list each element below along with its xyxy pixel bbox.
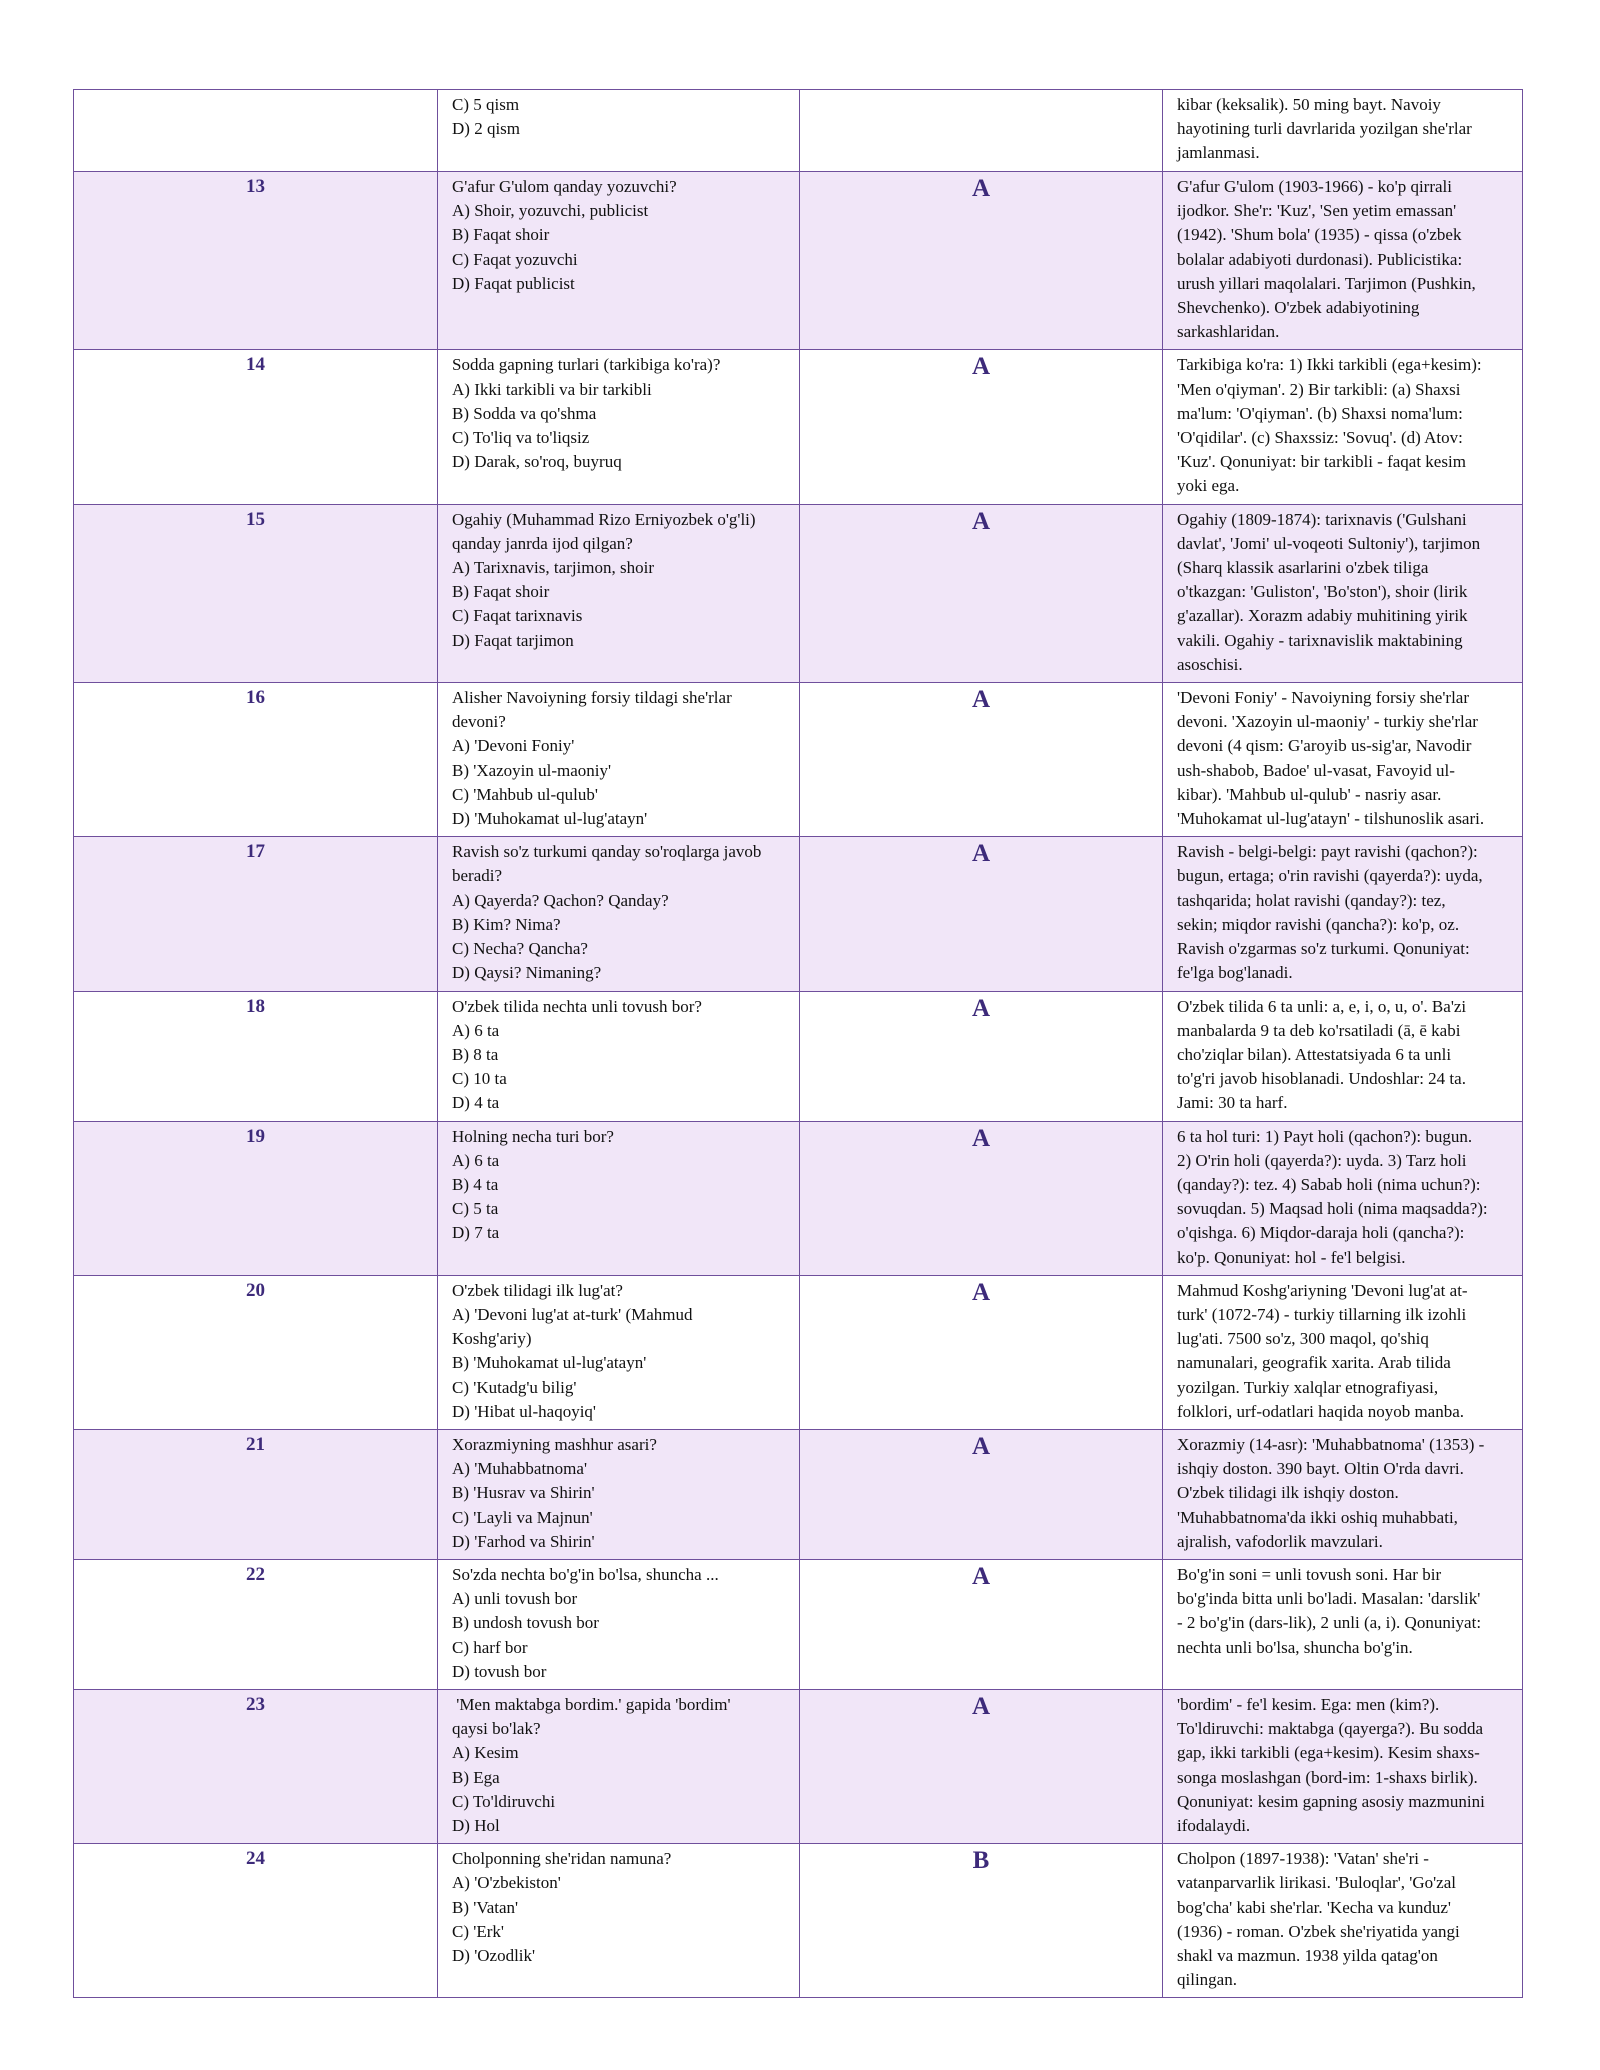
explanation-line: Ravish - belgi-belgi: payt ravishi (qachon?): xyxy=(1177,842,1478,862)
explanation-line: O'zbek tilidagi ilk ishqiy doston. xyxy=(1177,1483,1399,1503)
correct-answer: A xyxy=(800,350,1163,504)
question-line: A) Qayerda? Qachon? Qanday? xyxy=(452,890,669,910)
question-line: B) Faqat shoir xyxy=(452,225,550,245)
question-line: D) 2 qism xyxy=(452,119,520,139)
question-line: devoni? xyxy=(452,712,506,732)
explanation-line: (Sharq klassik asarlarini o'zbek tiliga xyxy=(1177,558,1429,578)
question-text xyxy=(438,1844,800,1998)
explanation-line: g'azallar). Xorazm adabiy muhitining yirik xyxy=(1177,606,1468,626)
question-line: D) Darak, so'roq, buyruq xyxy=(452,452,622,472)
explanation-line: ko'p. Qonuniyat: hol - fe'l belgisi. xyxy=(1177,1247,1406,1267)
explanation-line: qilingan. xyxy=(1177,1970,1237,1990)
explanation-line: tashqarida; holat ravishi (qanday?): tez, xyxy=(1177,890,1446,910)
question-text xyxy=(438,1559,800,1689)
explanation-line: yoki ega. xyxy=(1177,476,1240,496)
explanation-line: ifodalaydi. xyxy=(1177,1816,1251,1835)
explanation-text xyxy=(1163,837,1523,991)
explanation-line: turk' (1072-74) - turkiy tillarning ilk izohli xyxy=(1177,1304,1467,1324)
explanation-text xyxy=(1163,504,1523,682)
question-line: 'Men maktabga bordim.' gapida 'bordim' xyxy=(452,1694,731,1714)
question-line: A) 'Devoni Foniy' xyxy=(452,736,575,756)
question-line: Alisher Navoiyning forsiy tildagi she'rlar xyxy=(452,688,732,708)
explanation-text xyxy=(1163,683,1523,837)
explanation-line: ijodkor. She'r: 'Kuz', 'Sen yetim emassan' xyxy=(1177,201,1457,221)
explanation-line: Jami: 30 ta harf. xyxy=(1177,1093,1288,1113)
question-line: B) Faqat shoir xyxy=(452,582,550,602)
question-line: So'zda nechta bo'g'in bo'lsa, shuncha ... xyxy=(452,1564,719,1584)
question-line: D) Qaysi? Nimaning? xyxy=(452,963,602,983)
explanation-line: 'Muhokamat ul-lug'atayn' - tilshunoslik asari. xyxy=(1177,809,1485,829)
correct-answer xyxy=(800,90,1163,172)
explanation-line: bo'g'inda bitta unli bo'ladi. Masalan: 'darslik' xyxy=(1177,1589,1481,1609)
question-number: 20 xyxy=(74,1275,438,1429)
question-line: B) Kim? Nima? xyxy=(452,914,561,934)
explanation-line: 'Devoni Foniy' - Navoiyning forsiy she'rlar xyxy=(1177,688,1470,708)
correct-answer: A xyxy=(800,1275,1163,1429)
question-line: B) 'Vatan' xyxy=(452,1897,519,1917)
explanation-text xyxy=(1163,350,1523,504)
explanation-line: (1942). 'Shum bola' (1935) - qissa (o'zbek xyxy=(1177,225,1462,245)
question-line: A) 6 ta xyxy=(452,1020,500,1040)
explanation-line: (1936) - roman. O'zbek she'riyatida yangi xyxy=(1177,1921,1460,1941)
question-line: B) Sodda va qo'shma xyxy=(452,403,597,423)
explanation-line: davlat', 'Jomi' ul-voqeoti Sultoniy'), tarjimon xyxy=(1177,533,1481,553)
explanation-line: bolalar adabiyoti durdonasi). Publicistika: xyxy=(1177,249,1463,269)
question-line: B) 8 ta xyxy=(452,1044,499,1064)
question-line: Xorazmiyning mashhur asari? xyxy=(452,1434,657,1454)
explanation-line: 'Muhabbatnoma'da ikki oshiq muhabbati, xyxy=(1177,1507,1458,1527)
question-text xyxy=(438,1121,800,1275)
explanation-line: gap, ikki tarkibli (ega+kesim). Kesim shaxs- xyxy=(1177,1743,1480,1763)
explanation-line: manbalarda 9 ta deb ko'rsatiladi (ā, ē kabi xyxy=(1177,1020,1461,1040)
question-number: 16 xyxy=(74,683,438,837)
question-line: Sodda gapning turlari (tarkibiga ko'ra)? xyxy=(452,355,721,375)
explanation-line: o'tkazgan: 'Guliston', 'Bo'ston'), shoir (lirik xyxy=(1177,582,1468,602)
correct-answer: A xyxy=(800,991,1163,1121)
explanation-line: sekin; miqdor ravishi (qancha?): ko'p, oz. xyxy=(1177,914,1460,934)
explanation-line: vakili. Ogahiy - tarixnavislik maktabining xyxy=(1177,630,1463,650)
question-line: D) tovush bor xyxy=(452,1661,547,1681)
explanation-line: sarkashlaridan. xyxy=(1177,322,1280,342)
question-line: C) To'ldiruvchi xyxy=(452,1791,556,1811)
table-row xyxy=(74,1429,1523,1559)
question-line: C) 'Layli va Majnun' xyxy=(452,1507,593,1527)
table-row xyxy=(74,1275,1523,1429)
explanation-line: asoschisi. xyxy=(1177,654,1243,674)
question-line: B) 4 ta xyxy=(452,1174,499,1194)
question-text xyxy=(438,90,800,172)
question-line: A) Shoir, yozuvchi, publicist xyxy=(452,201,649,221)
question-line: A) 'Muhabbatnoma' xyxy=(452,1459,588,1479)
explanation-line: vatanparvarlik lirikasi. 'Buloqlar', 'Go'zal xyxy=(1177,1873,1456,1893)
question-line: C) 10 ta xyxy=(452,1069,507,1089)
explanation-line: (qanday?): tez. 4) Sabab holi (nima uchun?): xyxy=(1177,1174,1481,1194)
explanation-line: devoni (4 qism: G'aroyib us-sig'ar, Navodir xyxy=(1177,736,1472,756)
question-line: O'zbek tilida nechta unli tovush bor? xyxy=(452,996,702,1016)
question-line: Koshg'ariy) xyxy=(452,1329,532,1349)
explanation-text xyxy=(1163,991,1523,1121)
question-line: Ogahiy (Muhammad Rizo Erniyozbek o'g'li) xyxy=(452,509,756,529)
question-line: C) To'liq va to'liqsiz xyxy=(452,428,590,448)
explanation-line: shakl va mazmun. 1938 yilda qatag'on xyxy=(1177,1946,1438,1966)
correct-answer: A xyxy=(800,1559,1163,1689)
table-row xyxy=(74,350,1523,504)
qa-table xyxy=(73,89,1523,1998)
question-number: 15 xyxy=(74,504,438,682)
explanation-line: kibar (keksalik). 50 ming bayt. Navoiy xyxy=(1177,95,1441,114)
question-line: C) 'Kutadg'u bilig' xyxy=(452,1377,577,1397)
correct-answer: A xyxy=(800,683,1163,837)
question-line: B) 'Xazoyin ul-maoniy' xyxy=(452,760,612,780)
question-line: A) unli tovush bor xyxy=(452,1589,578,1609)
question-line: C) harf bor xyxy=(452,1637,528,1657)
explanation-text xyxy=(1163,172,1523,350)
qa-table-body xyxy=(74,90,1523,1998)
table-row xyxy=(74,172,1523,350)
explanation-line: 6 ta hol turi: 1) Payt holi (qachon?): bugun. xyxy=(1177,1126,1473,1146)
explanation-line: Ogahiy (1809-1874): tarixnavis ('Gulshani xyxy=(1177,509,1467,529)
question-number: 17 xyxy=(74,837,438,991)
question-line: beradi? xyxy=(452,866,503,886)
table-row xyxy=(74,1559,1523,1689)
question-number: 14 xyxy=(74,350,438,504)
explanation-text xyxy=(1163,1844,1523,1998)
explanation-line: fe'lga bog'lanadi. xyxy=(1177,963,1293,983)
question-number: 21 xyxy=(74,1429,438,1559)
question-line: D) 4 ta xyxy=(452,1093,500,1113)
question-line: A) 'Devoni lug'at at-turk' (Mahmud xyxy=(452,1304,693,1324)
explanation-line: nechta unli bo'lsa, shuncha bo'g'in. xyxy=(1177,1637,1413,1657)
question-number: 13 xyxy=(74,172,438,350)
question-line: B) undosh tovush bor xyxy=(452,1613,599,1633)
question-line: A) 6 ta xyxy=(452,1150,500,1170)
explanation-text xyxy=(1163,1559,1523,1689)
explanation-line: ishqiy doston. 390 bayt. Oltin O'rda davri. xyxy=(1177,1459,1464,1479)
explanation-line: - 2 bo'g'in (dars-lik), 2 unli (a, i). Qonuniyat: xyxy=(1177,1613,1482,1633)
explanation-line: 2) O'rin holi (qayerda?): uyda. 3) Tarz holi xyxy=(1177,1150,1467,1170)
explanation-line: O'zbek tilida 6 ta unli: a, e, i, o, u, o'. Ba'zi xyxy=(1177,996,1467,1016)
question-text xyxy=(438,172,800,350)
question-line: C) 5 ta xyxy=(452,1199,499,1219)
explanation-text xyxy=(1163,1429,1523,1559)
explanation-line: urush yillari maqolalari. Tarjimon (Pushkin, xyxy=(1177,273,1476,293)
explanation-line: to'g'ri javob hisoblanadi. Undoshlar: 24 ta. xyxy=(1177,1069,1466,1089)
question-line: A) Ikki tarkibli va bir tarkibli xyxy=(452,379,652,399)
explanation-line: jamlanmasi. xyxy=(1177,143,1260,163)
question-line: D) 'Farhod va Shirin' xyxy=(452,1531,595,1551)
question-line: Cholponning she'ridan namuna? xyxy=(452,1849,672,1869)
explanation-line: hayotining turli davrlarida yozilgan she'rlar xyxy=(1177,119,1472,139)
explanation-line: Xorazmiy (14-asr): 'Muhabbatnoma' (1353) - xyxy=(1177,1434,1485,1454)
explanation-line: yozilgan. Turkiy xalqlar etnografiyasi, xyxy=(1177,1377,1439,1397)
question-line: D) 'Muhokamat ul-lug'atayn' xyxy=(452,809,648,829)
question-line: D) 'Ozodlik' xyxy=(452,1946,536,1966)
explanation-line: ma'lum: 'O'qiyman'. (b) Shaxsi noma'lum: xyxy=(1177,403,1463,423)
explanation-line: Ravish o'zgarmas so'z turkumi. Qonuniyat: xyxy=(1177,939,1470,959)
question-number: 19 xyxy=(74,1121,438,1275)
correct-answer: A xyxy=(800,837,1163,991)
explanation-line: Tarkibiga ko'ra: 1) Ikki tarkibli (ega+kesim): xyxy=(1177,355,1482,375)
question-line: D) Faqat tarjimon xyxy=(452,630,574,650)
explanation-text xyxy=(1163,1121,1523,1275)
question-line: A) Tarixnavis, tarjimon, shoir xyxy=(452,558,654,578)
explanation-line: namunalari, geografik xarita. Arab tilida xyxy=(1177,1353,1451,1373)
question-text xyxy=(438,1429,800,1559)
question-text xyxy=(438,350,800,504)
explanation-line: Cholpon (1897-1938): 'Vatan' she'ri - xyxy=(1177,1849,1429,1869)
explanation-line: ush-shabob, Badoe' ul-vasat, Favoyid ul- xyxy=(1177,760,1455,780)
explanation-text xyxy=(1163,1689,1523,1843)
explanation-line: o'qishga. 6) Miqdor-daraja holi (qancha?): xyxy=(1177,1223,1465,1243)
question-line: O'zbek tilidagi ilk lug'at? xyxy=(452,1280,623,1300)
question-line: B) 'Husrav va Shirin' xyxy=(452,1483,595,1503)
explanation-line: folklori, urf-odatlari haqida noyob manba. xyxy=(1177,1401,1465,1421)
question-line: C) Faqat yozuvchi xyxy=(452,249,578,269)
explanation-line: 'O'qidilar'. (c) Shaxssiz: 'Sovuq'. (d) Atov: xyxy=(1177,428,1463,448)
explanation-line: cho'ziqlar bilan). Attestatsiyada 6 ta unli xyxy=(1177,1044,1452,1064)
explanation-line: 'bordim' - fe'l kesim. Ega: men (kim?). xyxy=(1177,1694,1440,1714)
question-text xyxy=(438,837,800,991)
question-line: C) 'Mahbub ul-qulub' xyxy=(452,784,598,804)
correct-answer: A xyxy=(800,1689,1163,1843)
question-line: C) Faqat tarixnavis xyxy=(452,606,583,626)
explanation-line: 'Kuz'. Qonuniyat: bir tarkibli - faqat kesim xyxy=(1177,452,1466,472)
explanation-line: devoni. 'Xazoyin ul-maoniy' - turkiy she'rlar xyxy=(1177,712,1478,732)
correct-answer: A xyxy=(800,1121,1163,1275)
question-line: A) Kesim xyxy=(452,1743,519,1763)
explanation-text xyxy=(1163,1275,1523,1429)
question-text xyxy=(438,1275,800,1429)
explanation-line: lug'ati. 7500 so'z, 300 maqol, qo'shiq xyxy=(1177,1329,1429,1349)
question-text xyxy=(438,683,800,837)
question-line: B) 'Muhokamat ul-lug'atayn' xyxy=(452,1353,647,1373)
question-text xyxy=(438,991,800,1121)
question-line: D) Faqat publicist xyxy=(452,273,575,293)
explanation-line: sovuqdan. 5) Maqsad holi (nima maqsadda?): xyxy=(1177,1199,1488,1219)
question-line: Holning necha turi bor? xyxy=(452,1126,614,1146)
table-row xyxy=(74,683,1523,837)
table-row xyxy=(74,1121,1523,1275)
table-row xyxy=(74,1689,1523,1843)
question-text xyxy=(438,504,800,682)
correct-answer: B xyxy=(800,1844,1163,1998)
table-row xyxy=(74,90,1523,172)
question-line: D) 'Hibat ul-haqoyiq' xyxy=(452,1401,596,1421)
correct-answer: A xyxy=(800,172,1163,350)
table-row xyxy=(74,837,1523,991)
explanation-line: kibar). 'Mahbub ul-qulub' - nasriy asar. xyxy=(1177,784,1442,804)
correct-answer: A xyxy=(800,504,1163,682)
question-line: qanday janrda ijod qilgan? xyxy=(452,533,633,553)
question-number: 22 xyxy=(74,1559,438,1689)
question-text xyxy=(438,1689,800,1843)
table-row xyxy=(74,504,1523,682)
question-number: 24 xyxy=(74,1844,438,1998)
explanation-line: 'Men o'qiyman'. 2) Bir tarkibli: (a) Shaxsi xyxy=(1177,379,1461,399)
explanation-text xyxy=(1163,90,1523,172)
explanation-line: Qonuniyat: kesim gapning asosiy mazmunini xyxy=(1177,1791,1485,1811)
question-number: 23 xyxy=(74,1689,438,1843)
table-row xyxy=(74,1844,1523,1998)
question-line: Ravish so'z turkumi qanday so'roqlarga javob xyxy=(452,842,762,862)
table-row xyxy=(74,991,1523,1121)
question-line: qaysi bo'lak? xyxy=(452,1719,541,1739)
question-line: C) 5 qism xyxy=(452,95,520,114)
explanation-line: bugun, ertaga; o'rin ravishi (qayerda?): uyda, xyxy=(1177,866,1483,886)
question-line: B) Ega xyxy=(452,1767,500,1787)
correct-answer: A xyxy=(800,1429,1163,1559)
explanation-line: Mahmud Koshg'ariyning 'Devoni lug'at at- xyxy=(1177,1280,1468,1300)
explanation-line: bog'cha' kabi she'rlar. 'Kecha va kunduz' xyxy=(1177,1897,1451,1917)
question-line: D) 7 ta xyxy=(452,1223,500,1243)
explanation-line: songa moslashgan (bord-im: 1-shaxs birlik). xyxy=(1177,1767,1478,1787)
question-line: G'afur G'ulom qanday yozuvchi? xyxy=(452,177,677,196)
explanation-line: To'ldiruvchi: maktabga (qayerga?). Bu sodda xyxy=(1177,1719,1484,1739)
explanation-line: G'afur G'ulom (1903-1966) - ko'p qirrali xyxy=(1177,177,1452,196)
explanation-line: Shevchenko). O'zbek adabiyotining xyxy=(1177,298,1420,318)
question-line: A) 'O'zbekiston' xyxy=(452,1873,561,1893)
question-line: C) 'Erk' xyxy=(452,1921,504,1941)
question-number xyxy=(74,90,438,172)
question-line: C) Necha? Qancha? xyxy=(452,939,588,959)
explanation-line: ajralish, vafodorlik mavzulari. xyxy=(1177,1531,1383,1551)
explanation-line: Bo'g'in soni = unli tovush soni. Har bir xyxy=(1177,1564,1442,1584)
question-line: D) Hol xyxy=(452,1816,500,1835)
question-number: 18 xyxy=(74,991,438,1121)
